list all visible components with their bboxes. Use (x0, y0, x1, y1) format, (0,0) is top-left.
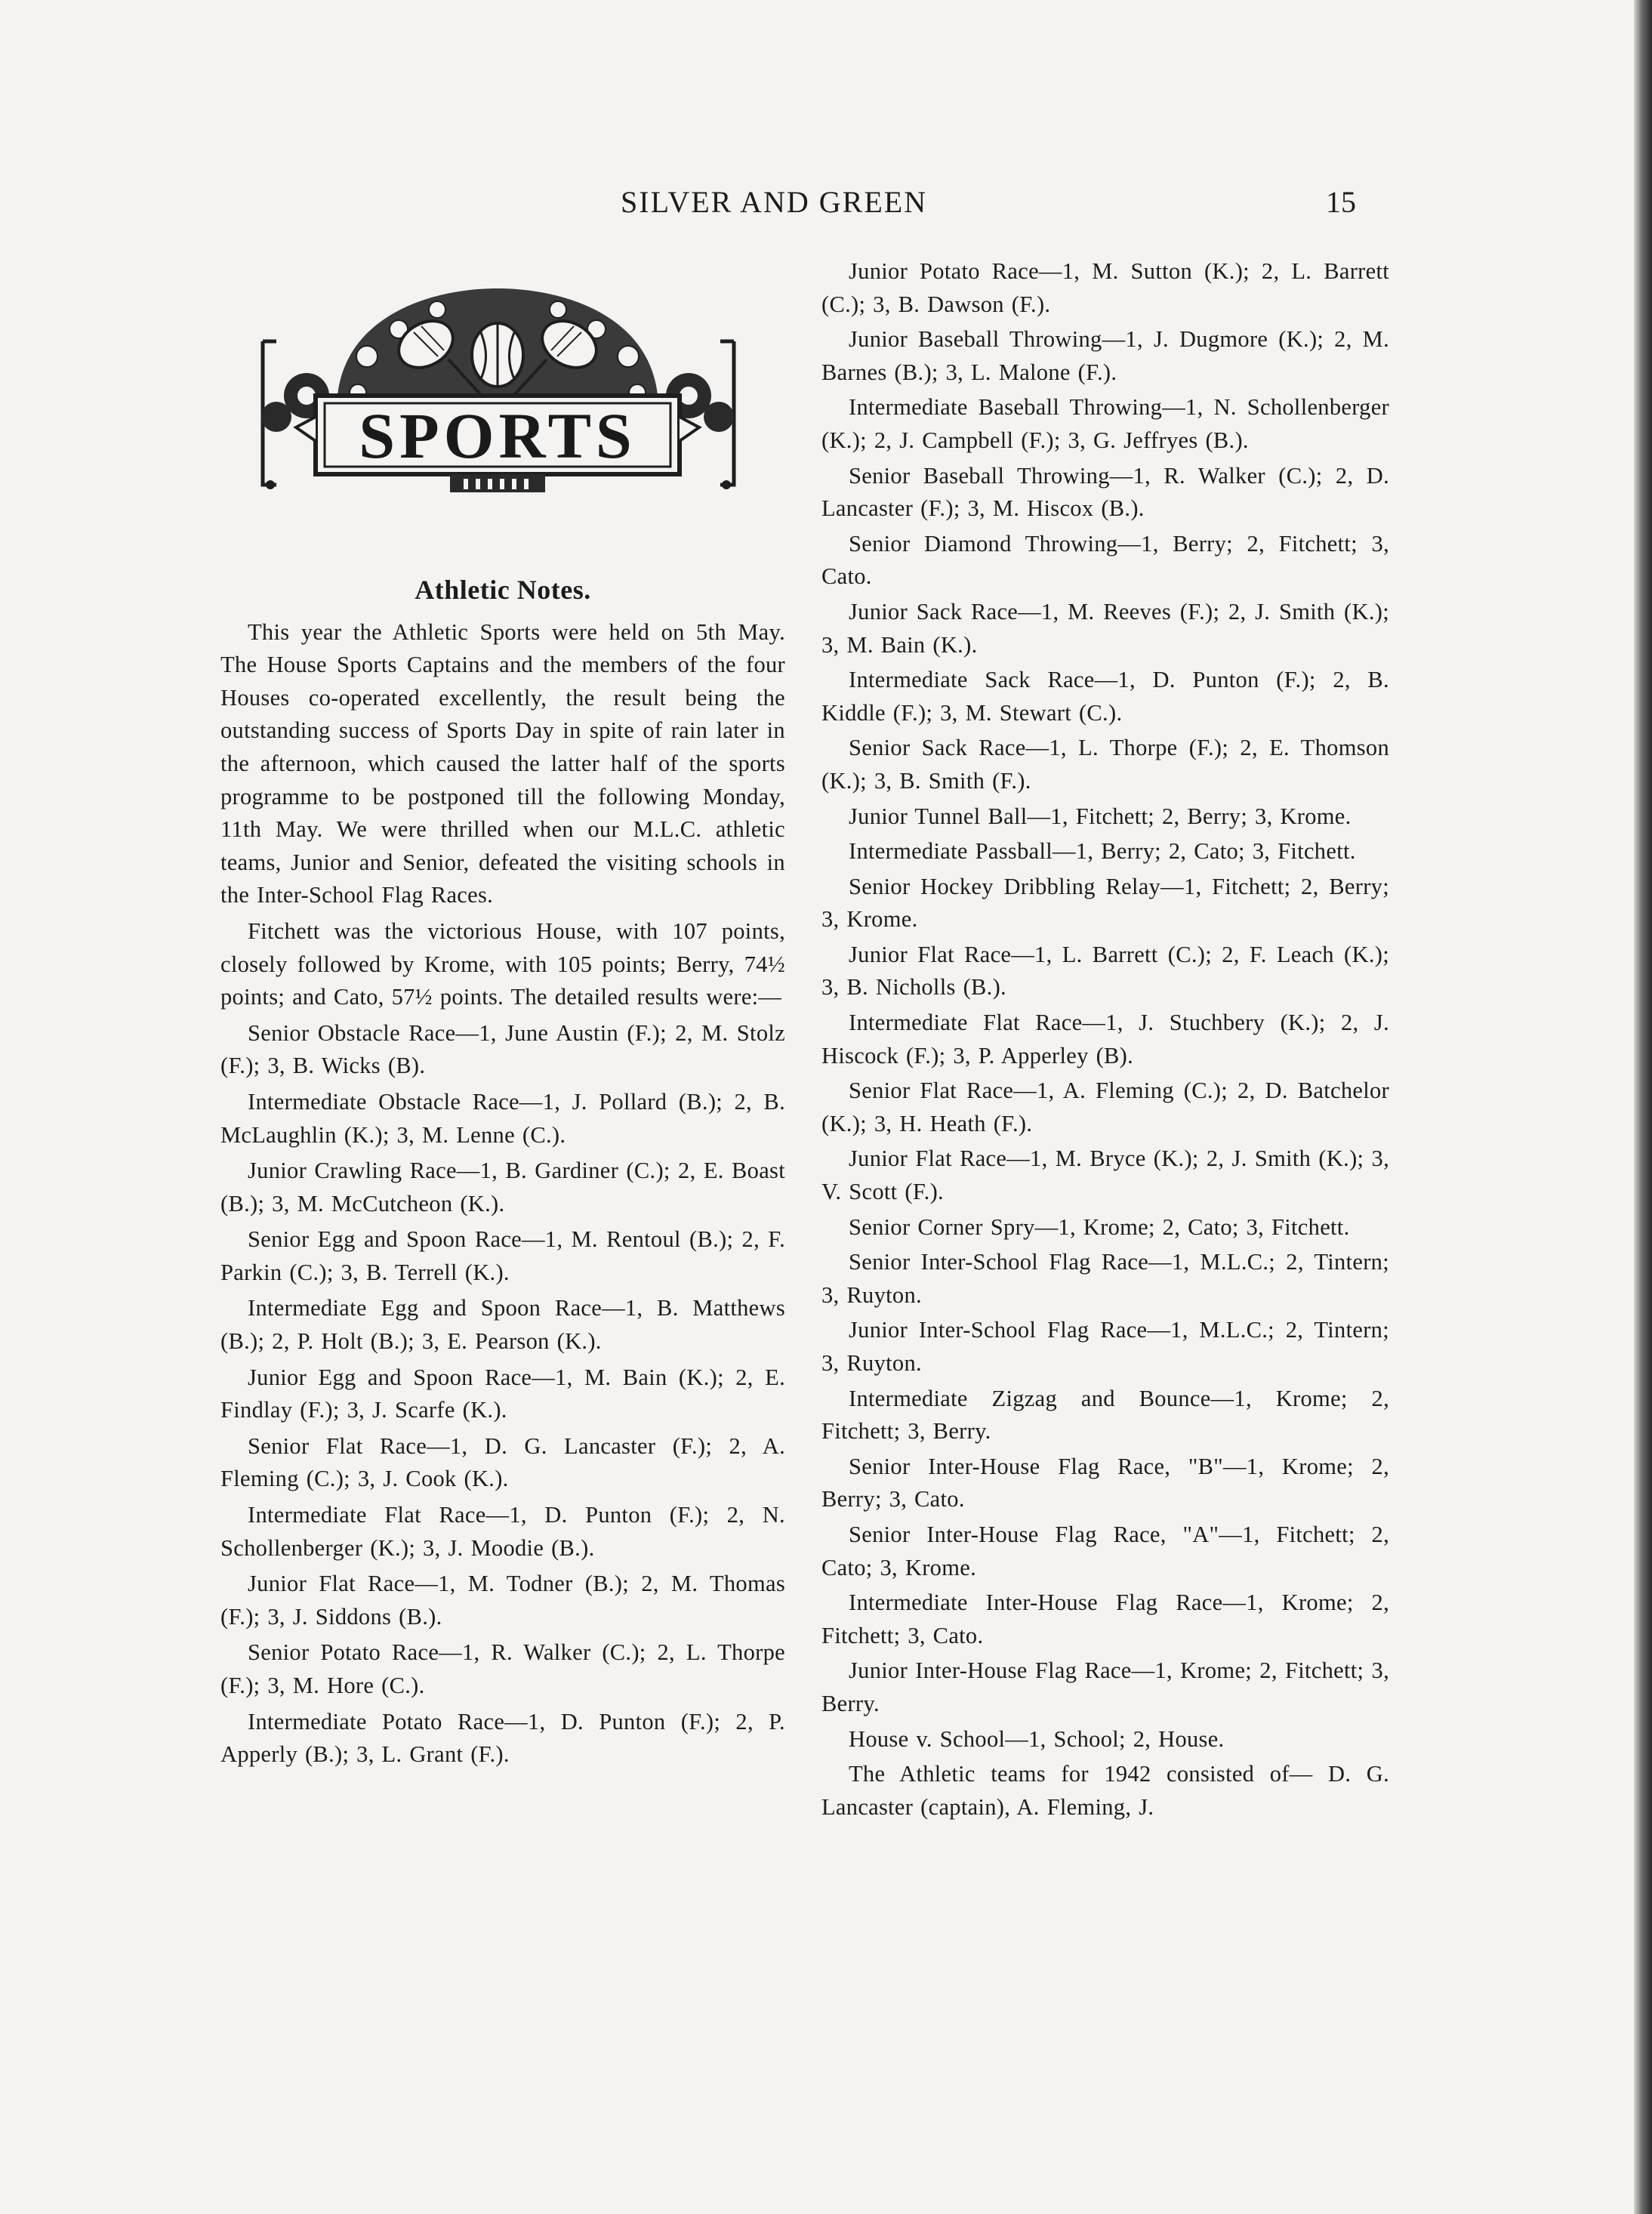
result-entry: Junior Egg and Spoon Race—1, M. Bain (K.); 2, E. Findlay (F.); 3, J. Scarfe (K.). (220, 1364, 785, 1423)
result-entry: Intermediate Inter-House Flag Race—1, Krome; 2, Fitchett; 3, Cato. (821, 1590, 1389, 1648)
sports-banner-text: SPORTS (359, 399, 636, 472)
result-entry: Senior Baseball Throwing—1, R. Walker (C.); 2, D. Lancaster (F.); 3, M. Hiscox (B.). (821, 462, 1389, 522)
result-entry: Senior Sack Race—1, L. Thorpe (F.); 2, E. Thomson (K.); 3, B. Smith (F.). (821, 735, 1389, 794)
result-entry: Senior Potato Race—1, R. Walker (C.); 2, L. Thorpe (F.); 3, M. Hore (C.). (220, 1639, 785, 1698)
result-entry: Senior Inter-House Flag Race, "B"—1, Krome; 2, Berry; 3, Cato. (821, 1453, 1389, 1512)
result-entry: Intermediate Flat Race—1, J. Stuchbery (K.); 2, J. Hiscock (F.); 3, P. Apperley (B). (821, 1010, 1389, 1068)
result-entry: Senior Inter-House Flag Race, "A"—1, Fitchett; 2, Cato; 3, Krome. (821, 1521, 1389, 1580)
result-entry: Senior Diamond Throwing—1, Berry; 2, Fitchett; 3, Cato. (821, 530, 1389, 590)
result-entry: Junior Flat Race—1, M. Todner (B.); 2, M. Thomas (F.); 3, J. Siddons (B.). (220, 1571, 785, 1630)
result-entry: Intermediate Potato Race—1, D. Punton (F.); 2, P. Apperly (B.); 3, L. Grant (F.). (220, 1708, 785, 1768)
left-column (220, 574, 785, 1775)
result-entry: Senior Obstacle Race—1, June Austin (F.); 2, M. Stolz (F.); 3, B. Wicks (B). (220, 1019, 785, 1079)
result-entry: Intermediate Sack Race—1, D. Punton (F.); 2, B. Kiddle (F.); 3, M. Stewart (C.). (821, 667, 1389, 726)
result-entry: Intermediate Obstacle Race—1, J. Pollard (B.); 2, B. McLaughlin (K.); 3, M. Lenne (C.). (220, 1088, 785, 1148)
result-entry: Junior Sack Race—1, M. Reeves (F.); 2, J. Smith (K.); 3, M. Bain (K.). (821, 598, 1389, 658)
result-entry: Intermediate Passball—1, Berry; 2, Cato; 3, Fitchett. (849, 838, 1356, 865)
right-column (821, 255, 1389, 1826)
result-entry: Junior Inter-School Flag Race—1, M.L.C.; 2, Tintern; 3, Ruyton. (821, 1317, 1389, 1376)
result-entry: Junior Inter-House Flag Race—1, Krome; 2, Fitchett; 3, Berry. (821, 1657, 1389, 1716)
result-entry: Junior Baseball Throwing—1, J. Dugmore (K.); 2, M. Barnes (B.); 3, L. Malone (F.). (821, 326, 1389, 385)
sports-banner-illustration (223, 266, 772, 515)
result-entry: Senior Inter-School Flag Race—1, M.L.C.; 2, Tintern; 3, Ruyton. (821, 1249, 1389, 1308)
result-entry: Junior Tunnel Ball—1, Fitchett; 2, Berry; 3, Krome. (849, 803, 1351, 829)
result-entry: Junior Crawling Race—1, B. Gardiner (C.); 2, E. Boast (B.); 3, M. McCutcheon (K.). (220, 1158, 785, 1216)
team-paragraph: The Athletic teams for 1942 consisted of— D. G. Lancaster (captain), A. Fleming, J. (821, 1761, 1389, 1820)
result-entry: Senior Corner Spry—1, Krome; 2, Cato; 3, Fitchett. (849, 1213, 1350, 1240)
house-points-paragraph: Fitchett was the victorious House, with 107 points, closely followed by Krome, with 105 points; Berry, 74½ points; and Cato, 57½ points. The detailed results were:— (220, 917, 785, 1010)
result-entry: Junior Flat Race—1, M. Bryce (K.); 2, J. Smith (K.); 3, V. Scott (F.). (821, 1146, 1389, 1205)
article-title: Athletic Notes. (415, 575, 591, 605)
result-entry: Intermediate Egg and Spoon Race—1, B. Matthews (B.); 2, P. Holt (B.); 3, E. Pearson (K.). (220, 1295, 785, 1355)
result-entry: Senior Flat Race—1, A. Fleming (C.); 2, D. Batchelor (K.); 3, H. Heath (F.). (821, 1078, 1389, 1136)
result-entry: Intermediate Flat Race—1, D. Punton (F.); 2, N. Schollenberger (K.); 3, J. Moodie (B.). (220, 1502, 785, 1561)
result-entry: House v. School—1, School; 2, House. (849, 1725, 1225, 1752)
intro-paragraph: This year the Athletic Sports were held on 5th May. The House Sports Captains and the members of the four Houses co-operated excellently, the result being the outstanding success of Sports Day in spite of rain later in the afternoon, which caused the latter half of the sports programme to be postponed till the following Monday, 11th May. We were thrilled when our M.L.C. athletic teams, Junior and Senior, defeated the visiting schools in the Inter-School Flag Races. (220, 618, 785, 908)
running-title: SILVER AND GREEN (621, 185, 928, 219)
result-entry: Senior Hockey Dribbling Relay—1, Fitchett; 2, Berry; 3, Krome. (821, 873, 1389, 933)
result-entry: Intermediate Zigzag and Bounce—1, Krome; 2, Fitchett; 3, Berry. (821, 1385, 1389, 1445)
page-number: 15 (1326, 185, 1356, 219)
result-entry: Senior Egg and Spoon Race—1, M. Rentoul (B.); 2, F. Parkin (C.); 3, B. Terrell (K.). (220, 1226, 785, 1285)
result-entry: Junior Potato Race—1, M. Sutton (K.); 2, L. Barrett (C.); 3, B. Dawson (F.). (821, 258, 1389, 317)
result-entry: Intermediate Baseball Throwing—1, N. Schollenberger (K.); 2, J. Campbell (F.); 3, G. Jeffryes (B.). (821, 394, 1389, 453)
result-entry: Senior Flat Race—1, D. G. Lancaster (F.); 2, A. Fleming (C.); 3, J. Cook (K.). (220, 1432, 785, 1492)
result-entry: Junior Flat Race—1, L. Barrett (C.); 2, F. Leach (K.); 3, B. Nicholls (B.). (821, 941, 1389, 1001)
page-edge-shadow (1634, 0, 1652, 2214)
